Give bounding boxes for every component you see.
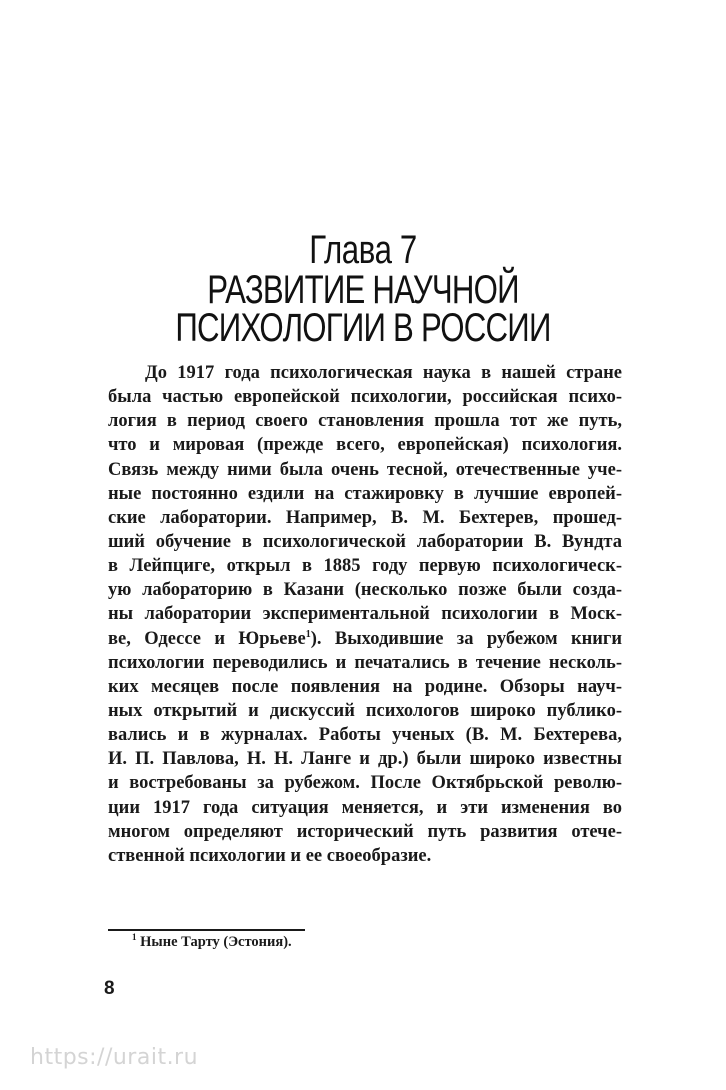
- watermark-url: https://urait.ru: [30, 1045, 199, 1070]
- footnote-divider: [108, 929, 305, 931]
- text-line: ции 1917 года ситуация меняется, и эти изменения во: [108, 797, 622, 818]
- text-line: ных открытий и дискуссий психологов широко публико-: [108, 700, 622, 721]
- text-line: ственной психологии и ее своеобразие.: [108, 845, 432, 866]
- text-line: До 1917 года психологическая наука в нашей стране: [145, 363, 622, 383]
- chapter-number: Глава 7: [309, 228, 417, 272]
- text-line: была частью европейской психологии, российская психо-: [108, 387, 622, 408]
- text-line: И. П. Павлова, Н. Н. Ланге и др.) были широко известны: [108, 749, 622, 770]
- text-fragment: ве, Одессе и Юрьеве: [108, 628, 306, 649]
- chapter-title-line-1: РАЗВИТИЕ НАУЧНОЙ: [207, 268, 519, 312]
- text-line: и востребованы за рубежом. После Октябрьской револю-: [108, 773, 622, 794]
- text-line: что и мировая (прежде всего, европейская) психология.: [108, 435, 622, 456]
- text-line: Связь между ними была очень тесной, отечественные уче-: [108, 459, 622, 480]
- text-line: ные постоянно ездили на стажировку в лучшие европей-: [108, 483, 622, 504]
- footnote-marker: 1: [132, 932, 137, 943]
- text-line: ские лаборатории. Например, В. М. Бехтерев, прошед-: [108, 507, 622, 528]
- text-line: многом определяют исторический путь развития отече-: [108, 821, 622, 842]
- footnote: [132, 934, 292, 951]
- footnote-reference: 1: [305, 628, 311, 640]
- text-line: ший обучение в психологической лаборатории В. Вундта: [108, 531, 622, 552]
- footnote-text: Ныне Тарту (Эстония).: [140, 934, 292, 950]
- text-line: в Лейпциге, открыл в 1885 году первую психологическ-: [108, 556, 622, 577]
- body-paragraph: [108, 361, 622, 868]
- text-line: ую лабораторию в Казани (несколько позже были созда-: [108, 580, 622, 601]
- text-line: ких месяцев после появления на родине. Обзоры науч-: [108, 676, 622, 697]
- text-line: ны лаборатории экспериментальной психологии в Моск-: [108, 604, 622, 625]
- text-line: логия в период своего становления прошла тот же путь,: [108, 411, 622, 432]
- text-line-with-footnote-ref: [108, 627, 622, 651]
- text-line: психологии переводились и печатались в течение несколь-: [108, 652, 622, 673]
- text-line: вались и в журналах. Работы ученых (В. М. Бехтерева,: [108, 725, 622, 746]
- page-number: 8: [104, 978, 115, 999]
- chapter-title-line-2: ПСИХОЛОГИИ В РОССИИ: [175, 306, 551, 350]
- text-fragment: ). Выходившие за рубежом книги: [310, 628, 622, 649]
- chapter-title: [0, 268, 726, 350]
